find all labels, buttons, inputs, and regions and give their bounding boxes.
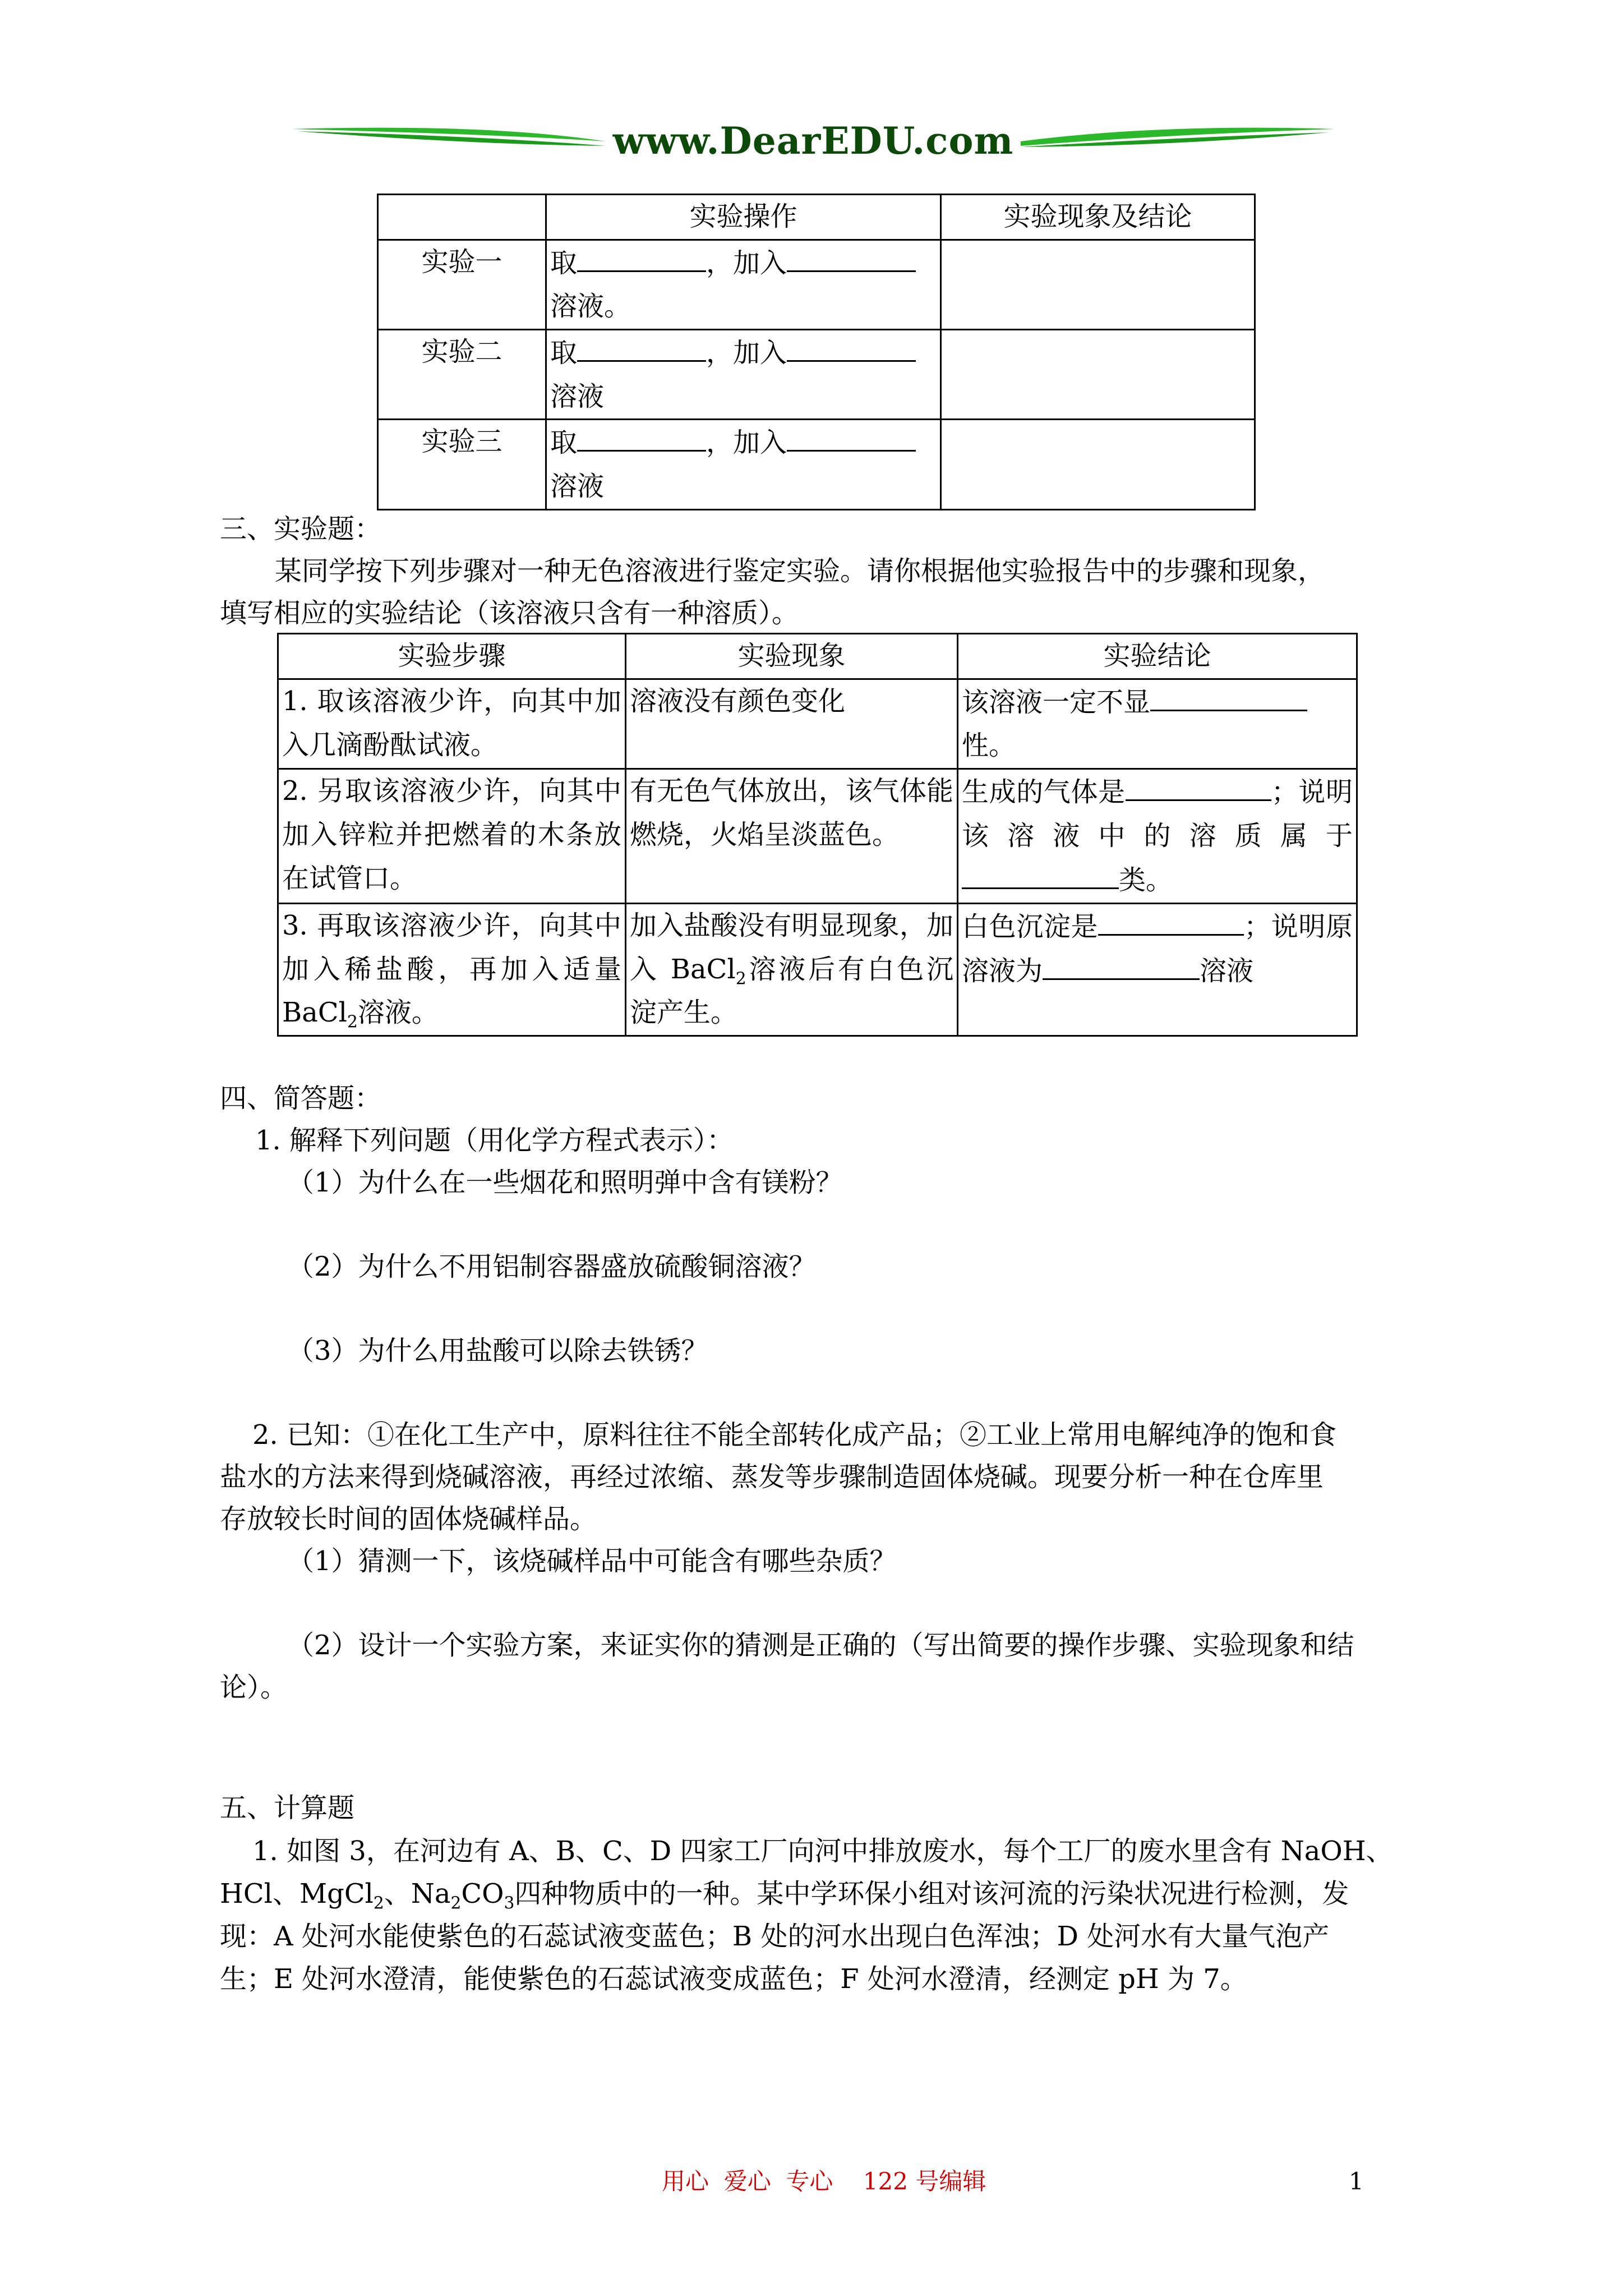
question-text: （2）设计一个实验方案，来证实你的猜测是正确的（写出简要的操作步骤、实验现象和结: [287, 1630, 1354, 1661]
formula-subscript: 3: [504, 1893, 515, 1913]
conclusion-cell: [958, 769, 1357, 904]
question-text: 存放较长时间的固体烧碱样品。: [220, 1503, 597, 1535]
problem-text: 1. 如图 3，在河边有 A、B、C、D 四家工厂向河中排放废水，每个工厂的废水里含有 NaOH、: [252, 1835, 1393, 1867]
table-row: [378, 420, 1255, 509]
phenomenon-text: 加入盐酸没有明显现象，加入: [630, 909, 953, 985]
table-row: [278, 769, 1357, 904]
table-header-cell: 实验结论: [958, 634, 1357, 679]
intro-text: 某同学按下列步骤对一种无色溶液进行鉴定实验。请你根据他实验报告中的步骤和现象，: [275, 555, 1325, 587]
formula-text: BaCl: [282, 997, 347, 1029]
site-name: www.DearEDU.com: [612, 119, 1014, 163]
intro-text: 填写相应的实验结论（该溶液只含有一种溶质）。: [220, 597, 799, 629]
result-cell[interactable]: [941, 240, 1255, 329]
problem-text-span: 四种物质中的一种。某中学环保小组对该河流的污染状况进行检测，发: [514, 1878, 1349, 1910]
step-cell: 2. 另取该溶液少许，向其中加入锌粒并把燃着的木条放在试管口。: [278, 769, 626, 904]
table-row: [278, 679, 1357, 769]
operation-text: ，加入: [706, 247, 787, 279]
table-header-cell: [378, 195, 546, 240]
table-header-cell: 实验现象及结论: [941, 195, 1255, 240]
step-text: 3. 再取该溶液少许，向其中加入稀盐酸，再加入适量: [282, 909, 621, 985]
answer-blank[interactable]: [787, 330, 916, 362]
footer-text: 用心 爱心 专心 122 号编辑: [662, 2168, 986, 2195]
question-text: 论）。: [220, 1672, 288, 1703]
question-text: 2. 已知：①在化工生产中，原料往往不能全部转化成产品；②工业上常用电解纯净的饱和食: [252, 1419, 1337, 1451]
table-row: [278, 903, 1357, 1036]
section-title: 三、实验题：: [220, 513, 382, 545]
conclusion-text: 白色沉淀是: [962, 910, 1099, 942]
problem-text: [220, 1872, 1349, 1916]
answer-blank[interactable]: [1098, 904, 1244, 936]
conclusion-text: ；说明该溶液中的溶质属于: [962, 776, 1353, 852]
phenomenon-text: 溶液后有白色沉淀产生。: [630, 953, 953, 1029]
answer-blank[interactable]: [962, 858, 1119, 889]
question-text: （2）为什么不用铝制容器盛放硫酸铜溶液？: [287, 1251, 816, 1282]
operation-cell: [546, 420, 941, 509]
step-cell: 1. 取该溶液少许，向其中加入几滴酚酞试液。: [278, 679, 626, 769]
conclusion-text: 该溶液一定不显: [962, 686, 1151, 718]
table-row: [378, 240, 1255, 329]
table-header-cell: 实验现象: [626, 634, 958, 679]
conclusion-text: 溶液: [1200, 955, 1254, 987]
conclusion-text: ；说明原溶液为: [962, 910, 1353, 987]
phenomenon-cell: 有无色气体放出，该气体能燃烧，火焰呈淡蓝色。: [626, 769, 958, 904]
answer-blank[interactable]: [787, 241, 916, 272]
row-label: 实验三: [378, 420, 546, 509]
operation-cell: [546, 240, 941, 329]
section-title: 五、计算题: [220, 1792, 355, 1824]
table-header-cell: 实验操作: [546, 195, 941, 240]
question-text: （1）为什么在一些烟花和照明弹中含有镁粉？: [287, 1167, 843, 1198]
conclusion-text: 生成的气体是: [962, 776, 1126, 808]
formula-subscript: 2: [450, 1893, 462, 1913]
formula-text: HCl、MgCl: [220, 1878, 374, 1910]
conclusion-cell: [958, 903, 1357, 1036]
question-text: 1. 解释下列问题（用化学方程式表示）：: [255, 1125, 734, 1156]
answer-blank[interactable]: [1043, 949, 1200, 980]
experiment-table-1: [377, 194, 1256, 510]
operation-text: 取: [550, 337, 578, 369]
answer-blank[interactable]: [577, 330, 706, 362]
table-header-row: [278, 634, 1357, 679]
operation-text: 溶液: [550, 470, 605, 502]
answer-blank[interactable]: [787, 420, 916, 452]
answer-blank[interactable]: [577, 420, 706, 452]
operation-text: 溶液: [550, 380, 605, 412]
step-text: 溶液。: [357, 997, 439, 1029]
operation-cell: [546, 330, 941, 420]
question-text: （3）为什么用盐酸可以除去铁锈？: [287, 1335, 708, 1366]
operation-text: 取: [550, 427, 578, 459]
formula-subscript: 2: [735, 969, 746, 989]
formula-text: BaCl: [670, 953, 736, 985]
result-cell[interactable]: [941, 420, 1255, 509]
formula-text: CO: [461, 1878, 504, 1910]
conclusion-text: 性。: [962, 730, 1016, 762]
formula-subscript: 2: [347, 1012, 358, 1032]
conclusion-text: 类。: [1119, 864, 1173, 896]
operation-text: 取: [550, 247, 578, 279]
row-label: 实验二: [378, 330, 546, 420]
experiment-table-2: [277, 633, 1358, 1037]
phenomenon-cell: [626, 903, 958, 1036]
problem-text: 现：A 处河水能使紫色的石蕊试液变蓝色；B 处的河水出现白色浑浊；D 处河水有大量气泡产: [220, 1921, 1330, 1952]
operation-text: ，加入: [706, 427, 787, 459]
conclusion-cell: [958, 679, 1357, 769]
answer-blank[interactable]: [577, 241, 706, 272]
result-cell[interactable]: [941, 330, 1255, 420]
question-text: 盐水的方法来得到烧碱溶液，再经过浓缩、蒸发等步骤制造固体烧碱。现要分析一种在仓库里: [220, 1461, 1324, 1493]
page-number: 1: [1349, 2168, 1364, 2195]
row-label: 实验一: [378, 240, 546, 329]
table-row: [378, 330, 1255, 420]
question-text: （1）猜测一下，该烧碱样品中可能含有哪些杂质？: [287, 1545, 897, 1577]
answer-blank[interactable]: [1150, 680, 1307, 711]
operation-text: ，加入: [706, 337, 787, 369]
answer-blank[interactable]: [1126, 770, 1271, 801]
step-cell: [278, 903, 626, 1036]
table-header-cell: 实验步骤: [278, 634, 626, 679]
formula-text: 、Na: [384, 1878, 451, 1910]
phenomenon-cell: 溶液没有颜色变化: [626, 679, 958, 769]
problem-text: 生；E 处河水澄清，能使紫色的石蕊试液变成蓝色；F 处河水澄清，经测定 pH 为 7。: [220, 1963, 1247, 1995]
section-title: 四、简答题：: [220, 1083, 382, 1114]
formula-subscript: 2: [373, 1893, 384, 1913]
table-header-row: [378, 195, 1255, 240]
site-banner: [292, 107, 1335, 168]
operation-text: 溶液。: [550, 291, 631, 323]
